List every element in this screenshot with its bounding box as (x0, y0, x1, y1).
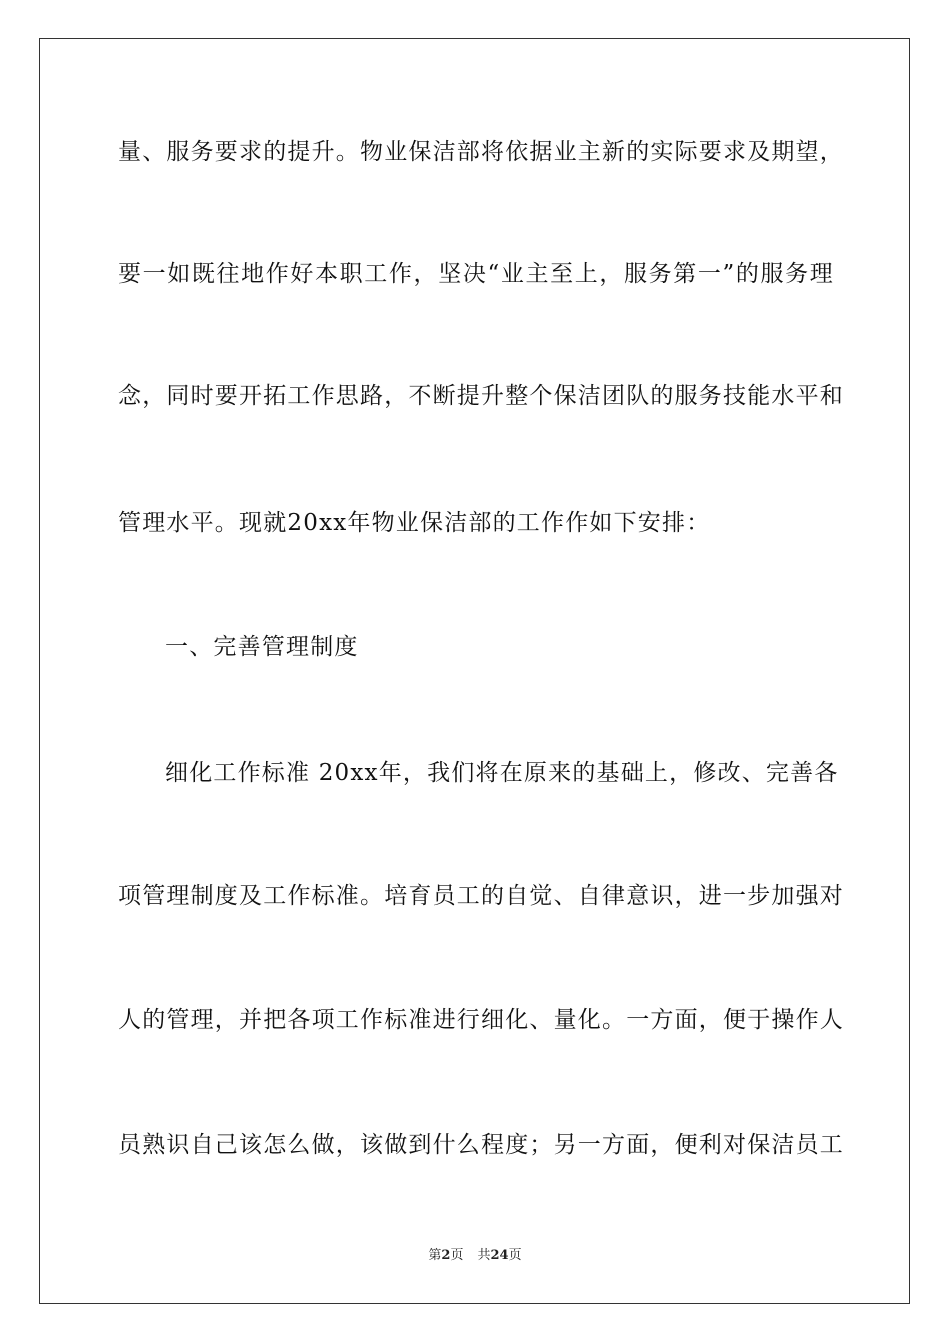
page-border (39, 38, 910, 1304)
text-line-7: 项管理制度及工作标准。培育员工的自觉、自律意识，进一步加强对 (118, 883, 844, 909)
footer-total-pages: 24 (490, 1248, 509, 1263)
footer-page-suffix: 页 (450, 1248, 464, 1263)
footer-total-prefix: 共 (477, 1248, 491, 1263)
text-line-2: 要一如既往地作好本职工作，坚决“业主至上，服务第一”的服务理 (118, 261, 834, 287)
text-line-3: 念，同时要开拓工作思路，不断提升整个保洁团队的服务技能水平和 (118, 383, 844, 409)
section-heading: 一、完善管理制度 (165, 634, 359, 660)
text-line-6: 细化工作标准 20xx年，我们将在原来的基础上，修改、完善各 (165, 760, 839, 786)
page-footer (0, 1248, 950, 1264)
footer-total-suffix: 页 (508, 1248, 522, 1263)
footer-page-number: 2 (441, 1248, 451, 1263)
text-line-4: 管理水平。现就20xx年物业保洁部的工作作如下安排： (118, 510, 711, 536)
text-line-8: 人的管理，并把各项工作标准进行细化、量化。一方面，便于操作人 (118, 1007, 844, 1033)
text-line-1: 量、服务要求的提升。物业保洁部将依据业主新的实际要求及期望， (118, 139, 844, 165)
text-line-9: 员熟识自己该怎么做，该做到什么程度；另一方面，便利对保洁员工 (118, 1132, 844, 1158)
footer-page-prefix: 第 (428, 1248, 442, 1263)
